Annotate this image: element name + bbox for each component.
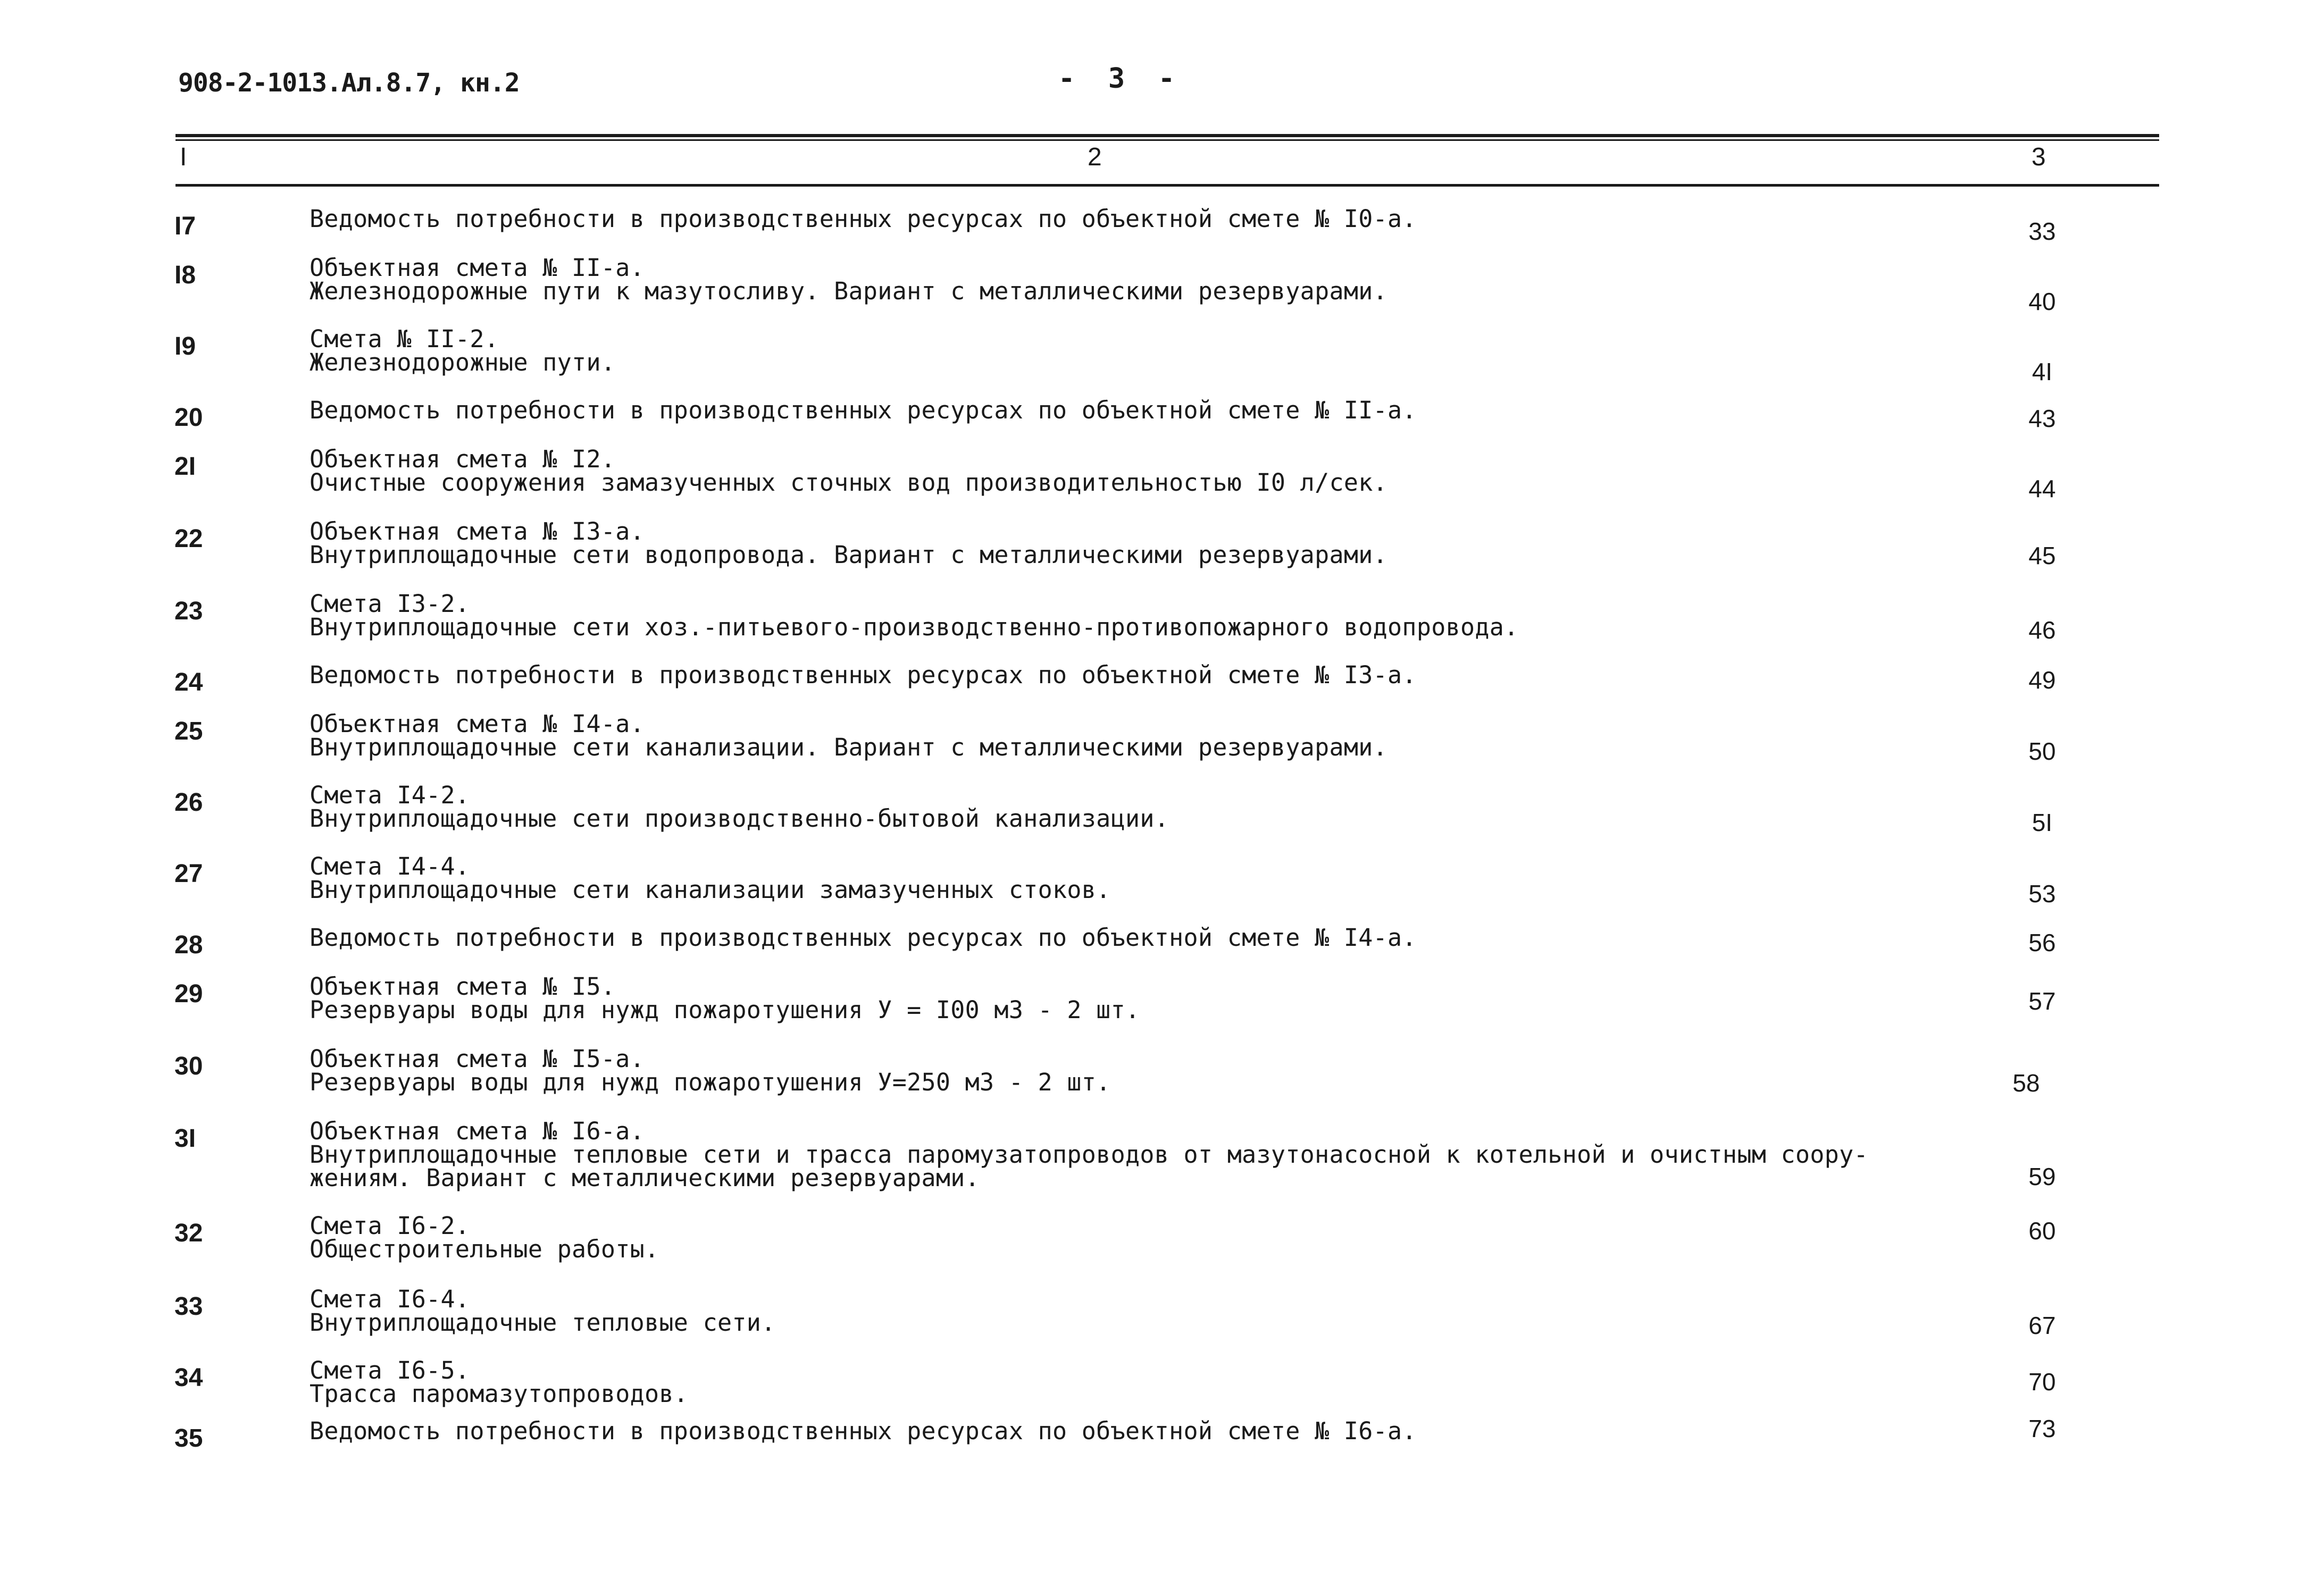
row-title: Смета I6-5. Трасса паромазутопроводов. [310,1356,689,1408]
column-header-name: 2 [1088,143,1102,171]
top-rule-thin [175,139,2159,141]
row-title: Объектная смета № I6-а. Внутриплощадочные тепловые сети и трасса паромузатопроводов от мазутонасосной к котельной и очистным соору- жениям. Вариант с металлическими резервуарами. [310,1117,1868,1192]
row-page: 57 [2028,987,2056,1015]
row-number: 24 [174,668,203,696]
row-number: 30 [174,1052,203,1080]
row-title: Ведомость потребности в производственных ресурсах по объектной смете № I6-а. [310,1417,1417,1445]
row-number: 27 [174,860,203,888]
header-rule [175,184,2159,187]
row-page: 46 [2028,616,2056,644]
row-title: Объектная смета № I5. Резервуары воды для нужд пожаротушения У = I00 м3 - 2 шт. [310,972,1140,1024]
row-number: 22 [174,525,203,553]
row-page: 40 [2028,288,2056,315]
row-number: I9 [174,332,196,360]
row-page: 53 [2028,880,2056,908]
row-title: Объектная смета № I5-а. Резервуары воды для нужд пожаротушения У=250 м3 - 2 шт. [310,1045,1111,1096]
row-page: 70 [2028,1368,2056,1396]
row-title: Смета I4-4. Внутриплощадочные сети канализации замазученных стоков. [310,852,1111,904]
row-title: Смета I3-2. Внутриплощадочные сети хоз.-питьевого-производственно-противопожарного водопровода. [310,590,1519,641]
row-number: 34 [174,1364,203,1392]
row-title: Ведомость потребности в производственных ресурсах по объектной смете № I4-а. [310,923,1417,952]
row-page: 4I [2032,358,2053,385]
row-title: Смета I6-2. Общестроительные работы. [310,1212,659,1263]
row-number: 35 [174,1424,203,1453]
row-page: 43 [2028,405,2056,432]
row-title: Ведомость потребности в производственных ресурсах по объектной смете № I0-а. [310,205,1417,233]
row-title: Смета № II-2. Железнодорожные пути. [310,325,616,376]
row-page: 49 [2028,666,2056,694]
row-page: 50 [2028,737,2056,765]
row-title: Смета I6-4. Внутриплощадочные тепловые сети. [310,1285,776,1337]
row-title: Ведомость потребности в производственных ресурсах по объектной смете № II-а. [310,396,1417,424]
row-page: 67 [2028,1312,2056,1339]
row-title: Объектная смета № I2. Очистные сооружения замазученных сточных вод производительностью I0 л/сек. [310,445,1388,497]
row-page: 58 [2012,1069,2040,1097]
row-page: 56 [2028,929,2056,956]
row-title: Объектная смета № I3-а. Внутриплощадочные сети водопровода. Вариант с металлическими резервуарами. [310,517,1388,569]
row-page: 73 [2028,1415,2056,1442]
row-page: 59 [2028,1163,2056,1190]
document-code: 908-2-1013.Ал.8.7, кн.2 [178,68,520,98]
row-number: 20 [174,404,203,432]
row-page: 45 [2028,542,2056,569]
row-page: 60 [2028,1217,2056,1245]
row-page: 44 [2028,475,2056,502]
row-title: Смета I4-2. Внутриплощадочные сети производственно-бытовой канализации. [310,781,1169,833]
row-title: Объектная смета № I4-а. Внутриплощадочные сети канализации. Вариант с металлическими резервуарами. [310,710,1388,761]
row-number: 32 [174,1219,203,1247]
row-number: 2I [174,452,196,481]
row-number: I8 [174,261,196,289]
page-number: - 3 - [1058,63,1175,95]
column-header-number: I [180,143,187,171]
row-number: I7 [174,212,196,240]
row-number: 23 [174,597,203,625]
top-rule [175,134,2159,137]
row-number: 33 [174,1292,203,1321]
row-number: 26 [174,788,203,817]
row-number: 28 [174,931,203,959]
row-title: Объектная смета № II-а. Железнодорожные пути к мазутосливу. Вариант с металлическими резервуарами. [310,254,1388,305]
row-number: 25 [174,717,203,745]
row-page: 5I [2032,809,2053,836]
row-title: Ведомость потребности в производственных ресурсах по объектной смете № I3-а. [310,661,1417,689]
row-number: 3I [174,1124,196,1153]
column-header-page: 3 [2032,143,2046,171]
row-page: 33 [2028,217,2056,245]
row-number: 29 [174,980,203,1008]
